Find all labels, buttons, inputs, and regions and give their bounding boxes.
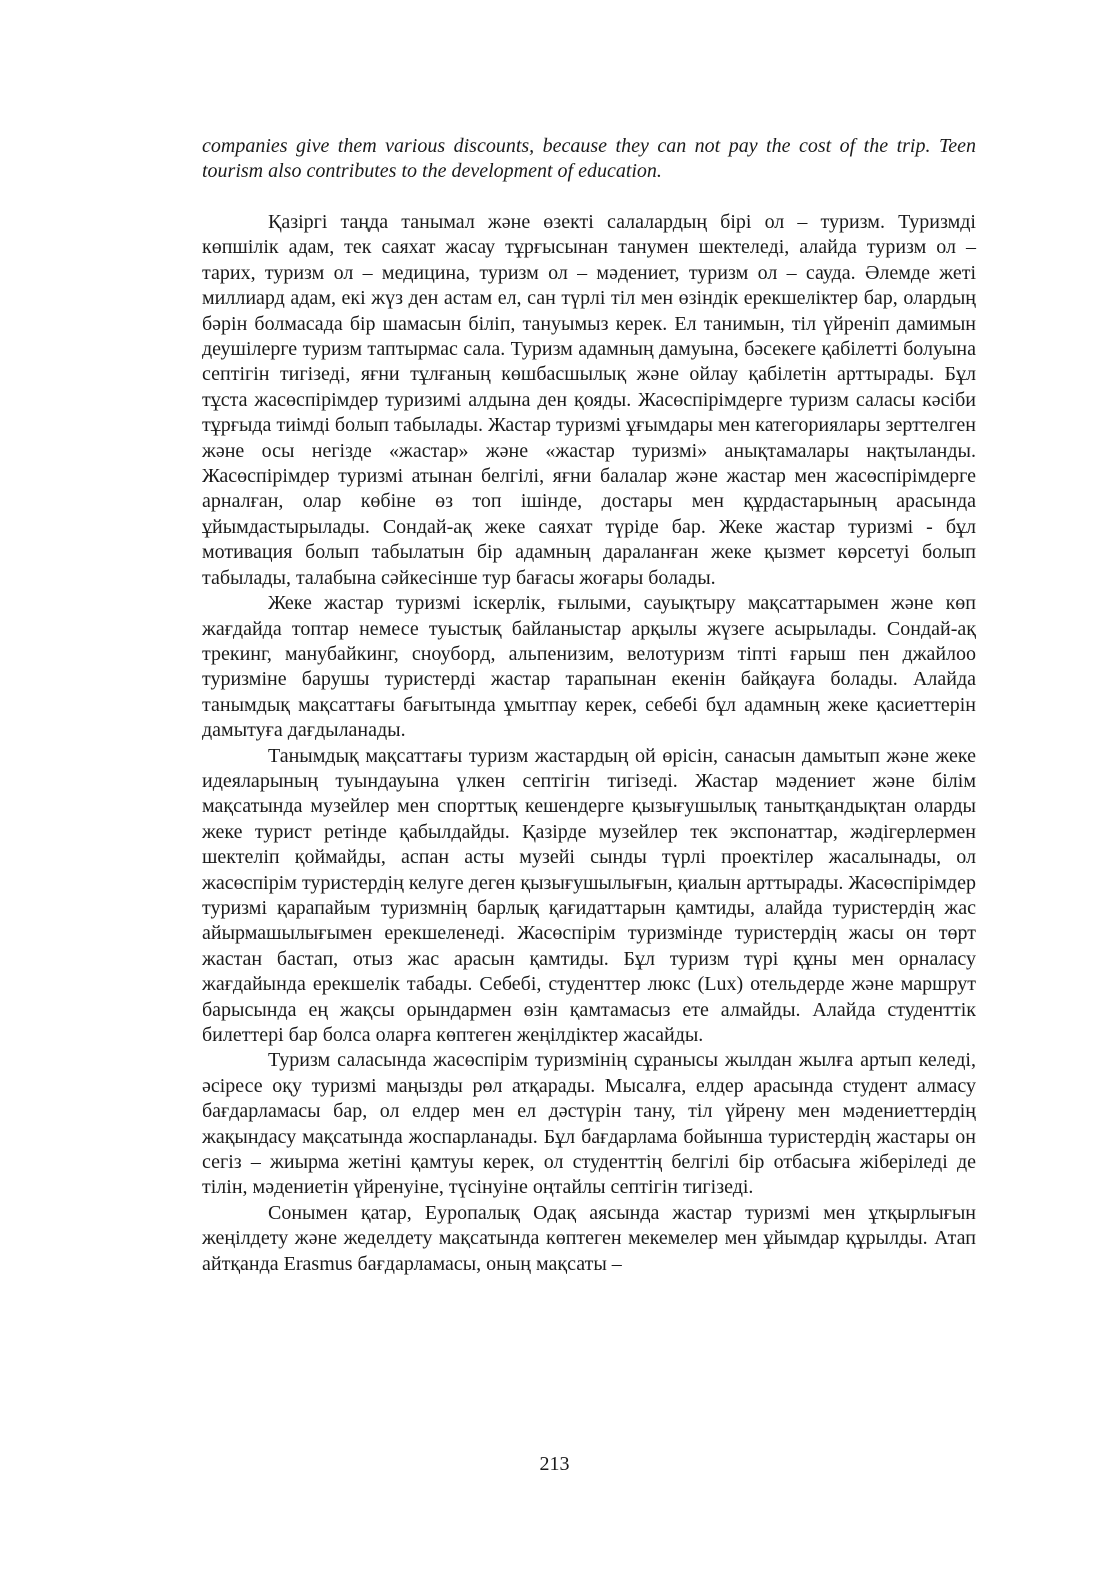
paragraph: Қазіргі таңда танымал және өзекті салалардың бірі ол – туризм. Туризмді көпшілік адам, тек саяхат жасау тұрғысынан танумен шектеледі, алайда туризм ол – тарих, туризм ол – медицина, туризм ол – мәдениет, туризм ол – сауда. Әлемде жеті миллиард адам, екі жүз ден астам ел, сан түрлі тіл мен өзіндік ерекшеліктер бар, олардың бәрін болмасада бір шамасын біліп, тануымыз керек. Ел танимын, тіл үйреніп дамимын деушілерге туризм таптырмас сала. Туризм адамның дамуына, бәсекеге қабілетті болуына септігін тигізеді, яғни тұлғаның көшбасшылық және ойлау қабілетін арттырады. Бұл тұста жасөспірімдер туризимі алдына ден қояды. Жасөспірімдерге туризм саласы кәсіби тұрғыда тиімді болып табылады. Жастар туризмі ұғымдары мен категориялары зерттелген және осы негізде «жастар» және «жастар туризмі» анықтамалары нақтыланды. Жасөспірімдер туризмі атынан белгілі, яғни балалар және жастар мен жасөспірімдерге арналған, олар көбіне өз топ ішінде, достары мен құрдастарының арасында ұйымдастырылады. Сондай-ақ жеке саяхат түріде бар. Жеке жастар туризмі - бұл мотивация болып табылатын бір адамның дараланған жеке қызмет көрсетуі болып табылады, талабына сәйкесінше тур бағасы жоғары болады. <box>202 211 976 589</box>
paragraph: Сонымен қатар, Еуропалық Одақ аясында жастар туризмі мен ұтқырлығын жеңілдету және жеделдету мақсатында көптеген мекемелер мен ұйымдар құрылды. Атап айтқанда Erasmus бағдарламасы, оның мақсаты – <box>202 1201 976 1275</box>
paragraph: Туризм саласында жасөспірім туризмінің сұранысы жылдан жылға артып келеді, әсіресе оқу туризмі маңызды рөл атқарады. Мысалға, елдер арасында студент алмасу бағдарламасы бар, ол елдер мен ел дәстүрін тану, тіл үйрену мен мәдениеттердің жақындасу мақсатында жоспарланады. Бұл бағдарлама бойынша туристердің жастары он сегіз – жиырма жетіні қамтуы керек, ол студенттің белгілі бір отбасыға жіберіледі де тілін, мәдениетін үйренуіне, түсінуіне оңтайлы септігін тигізеді. <box>202 1049 976 1199</box>
paragraph: Жеке жастар туризмі іскерлік, ғылыми, сауықтыру мақсаттарымен және көп жағдайда топтар немесе туыстық байланыстар арқылы жүзеге асырылады. Сондай-ақ трекинг, манубайкинг, сноуборд, альпенизим, велотуризм тіпті ғарыш пен джайлоо туризміне барушы туристерді жастар тарапынан екенін байқауға болады. Алайда танымдық мақсаттағы бағытында ұмытпау керек, себебі бұл адамның жеке қасиеттерін дамытуға дағдыланады. <box>202 592 976 742</box>
page-number: 213 <box>539 1453 570 1475</box>
paragraph: Танымдық мақсаттағы туризм жастардың ой өрісін, санасын дамытып және жеке идеяларының туындауына үлкен септігін тигізеді. Жастар мәдениет және білім мақсатында музейлер мен спорттық кешендерге қызығушылық танытқандықтан оларды жеке турист ретінде қабылдайды. Қазірде музейлер тек экспонаттар, жәдігерлермен шектеліп қоймайды, аспан асты музейі сынды түрлі проектілер жасалынады, ол жасөспірім туристердің келуге деген қызығушылығын, қиалын арттырады. Жасөспірімдер туризмі қарапайым туризмнің барлық қағидаттарын қамтиды, алайда туристердің жас айырмашылығымен ерекшеленеді. Жасөспірім туризмінде туристердің жасы он төрт жастан бастап, отыз жас арасын қамтиды. Бұл туризм түрі құны мен орналасу жағдайында ерекшелік табады. Себебі, студенттер люкс (Lux) отельдерде және маршрут барысында ең жақсы орындармен өзін қамтамасыз ете алмайды. Алайда студенттік билеттері бар болса оларға көптеген жеңілдіктер жасайды. <box>202 744 976 1046</box>
body-text <box>202 210 976 1277</box>
abstract-fragment: companies give them various discounts, because they can not pay the cost of the trip. Teen tourism also contributes to the development of education. <box>202 135 976 183</box>
